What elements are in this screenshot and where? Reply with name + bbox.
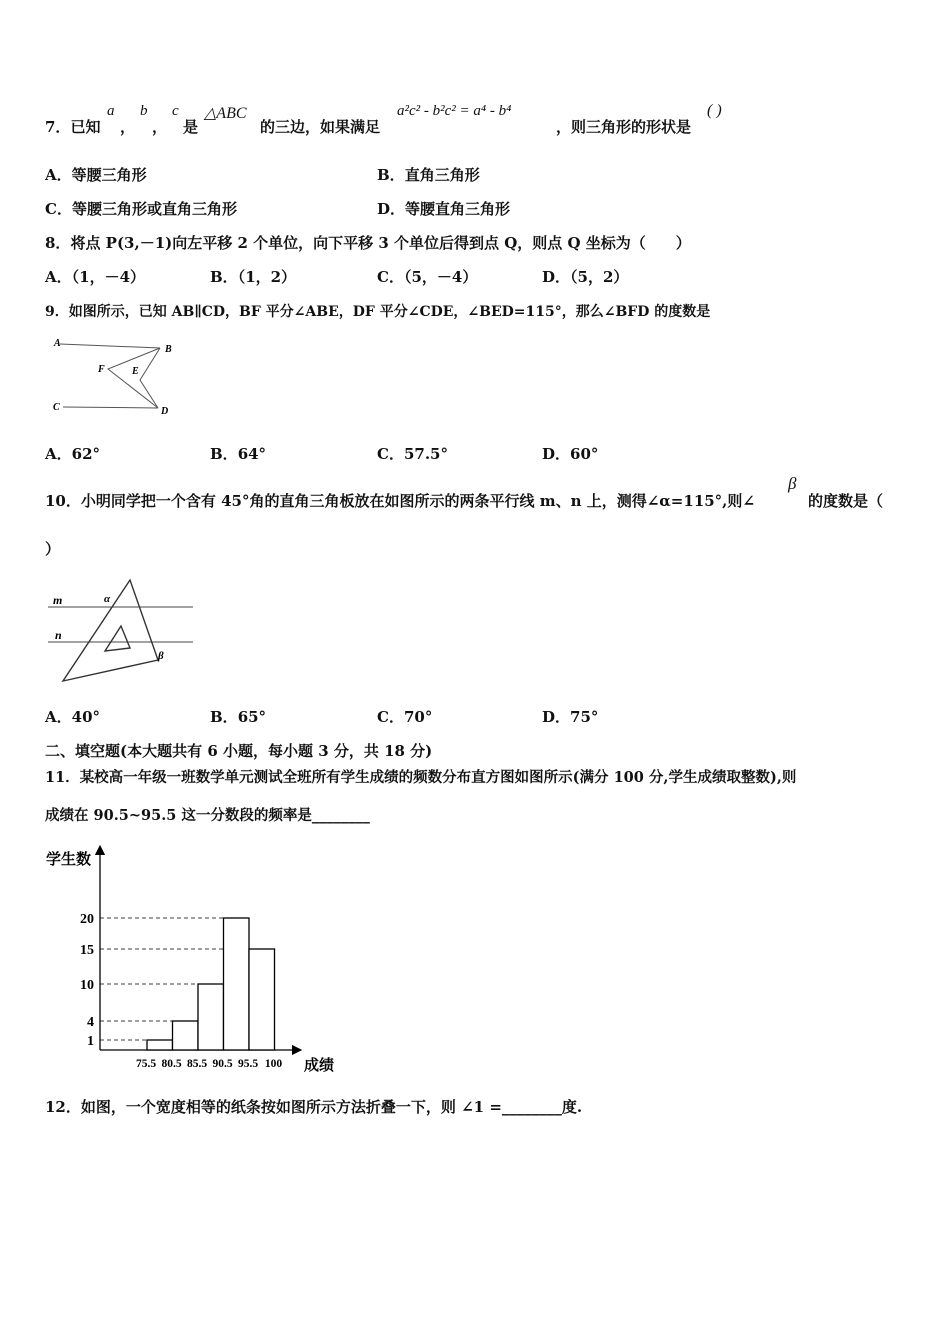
q8-number: 8． (45, 234, 71, 252)
q9-option-a[interactable]: A．62° (45, 445, 101, 463)
triangle-outer (63, 580, 158, 681)
q7-var-b: b (140, 103, 148, 119)
q7-paren: ( ) (707, 102, 722, 119)
q7-triangle: △ABC (204, 105, 247, 122)
histogram-bar (249, 949, 275, 1050)
q8-option-a[interactable]: A．（1，－4） (45, 268, 146, 286)
q7-number: 7． (45, 118, 71, 136)
label-n: n (55, 628, 62, 642)
y-tick-label: 4 (87, 1015, 94, 1030)
section-2-title: 二、填空题(本大题共有 6 小题，每小题 3 分，共 18 分) (45, 742, 433, 760)
q7-var-c: c (172, 103, 179, 119)
q7-comma2: ， (152, 118, 168, 136)
q10-text: 小明同学把一个含有 45°角的直角三角板放在如图所示的两条平行线 m、n 上，测得∠α=115°,则∠ (80, 492, 755, 510)
q7-var-a: a (107, 103, 115, 119)
y-tick-label: 15 (80, 943, 94, 958)
q10-option-d[interactable]: D．75° (542, 708, 599, 726)
histogram-bar (173, 1021, 199, 1050)
q9-text: 如图所示，已知 AB∥CD，BF 平分∠ABE，DF 平分∠CDE，∠BED=115°，那么∠BFD 的度数是 (68, 304, 711, 320)
q8-option-b[interactable]: B．（1，2） (210, 268, 297, 286)
q9-figure (48, 332, 178, 422)
q10-option-b[interactable]: B．65° (210, 708, 267, 726)
label-d: D (161, 406, 169, 417)
q10-option-a[interactable]: A．40° (45, 708, 101, 726)
q10-tail: 的度数是（ (808, 492, 884, 510)
q10-stem (45, 490, 755, 511)
q7-lead: 已知 (70, 118, 101, 136)
q11-number: 11． (45, 769, 80, 786)
x-tick-label: 80.5 (161, 1058, 182, 1070)
x-tick-label: 90.5 (212, 1058, 233, 1070)
label-f: F (98, 364, 105, 375)
q7-option-d[interactable]: D．等腰直角三角形 (377, 200, 511, 218)
y-axis-label: 学生数 (46, 852, 92, 868)
q9-option-d[interactable]: D．60° (542, 445, 599, 463)
q7-stem (45, 116, 100, 137)
q8-option-d[interactable]: D．（5，2） (542, 268, 629, 286)
y-tick-label: 20 (80, 912, 94, 927)
q12-stem (45, 1096, 582, 1117)
q8-option-c[interactable]: C．（5，－4） (377, 268, 478, 286)
x-tick-label: 85.5 (186, 1058, 208, 1070)
histogram-bar (198, 984, 224, 1050)
y-tick-label: 10 (80, 978, 94, 993)
q9-option-c[interactable]: C．57.5° (377, 445, 448, 463)
triangle-inner (105, 626, 130, 651)
q9-option-b[interactable]: B．64° (210, 445, 267, 463)
x-tick-label: 95.5 (237, 1058, 259, 1070)
q7-is: 是 (183, 118, 199, 136)
label-e: E (132, 366, 139, 377)
x-axis-label: 成绩 (304, 1058, 335, 1074)
q10-figure (48, 576, 198, 691)
line-cd (63, 407, 158, 408)
histogram (42, 842, 352, 1082)
y-tick-label: 1 (87, 1034, 94, 1049)
q9-stem (45, 301, 710, 321)
x-tick-label: 75.5 (135, 1058, 157, 1070)
q7-option-b[interactable]: B．直角三角形 (377, 166, 480, 184)
q10-close: ） (45, 540, 61, 558)
q7-option-a[interactable]: A．等腰三角形 (45, 166, 147, 184)
q8-text: 将点 P(3,－1)向左平移 2 个单位，向下平移 3 个单位后得到点 Q，则点 Q 坐标为（ ） (70, 234, 691, 252)
x-tick-label: 100 (264, 1058, 283, 1070)
q7-comma1: ， (120, 118, 136, 136)
label-m: m (53, 593, 63, 607)
q7-option-c[interactable]: C．等腰三角形或直角三角形 (45, 200, 237, 218)
label-a: A (54, 338, 61, 349)
q12-text: 如图，一个宽度相等的纸条按如图所示方法折叠一下，则 ∠1 =________度. (80, 1098, 583, 1116)
q8-stem (45, 232, 691, 253)
q10-beta: β (788, 474, 797, 493)
label-c: C (53, 402, 60, 413)
q7-mid: 的三边，如果满足 (260, 118, 381, 136)
q10-option-c[interactable]: C．70° (377, 708, 433, 726)
histogram-bar (224, 918, 250, 1050)
q11-line1 (45, 766, 796, 787)
label-alpha: α (104, 593, 111, 605)
polyline-bed (140, 348, 160, 408)
q7-tail: ，则三角形的形状是 (556, 118, 692, 136)
label-beta: β (158, 650, 164, 662)
q11-text-1: 某校高一年级一班数学单元测试全班所有学生成绩的频数分布直方图如图所示(满分 100 分,学生成绩取整数),则 (79, 769, 797, 786)
q9-number: 9． (45, 304, 69, 320)
line-ab (60, 344, 160, 348)
q11-line2: 成绩在 90.5~95.5 这一分数段的频率是________ (45, 807, 370, 824)
histogram-bar (147, 1040, 173, 1050)
q7-formula: a²c² - b²c² = a⁴ - b⁴ (397, 103, 512, 119)
q12-number: 12． (45, 1098, 81, 1116)
label-b: B (165, 344, 172, 355)
q10-number: 10． (45, 492, 81, 510)
